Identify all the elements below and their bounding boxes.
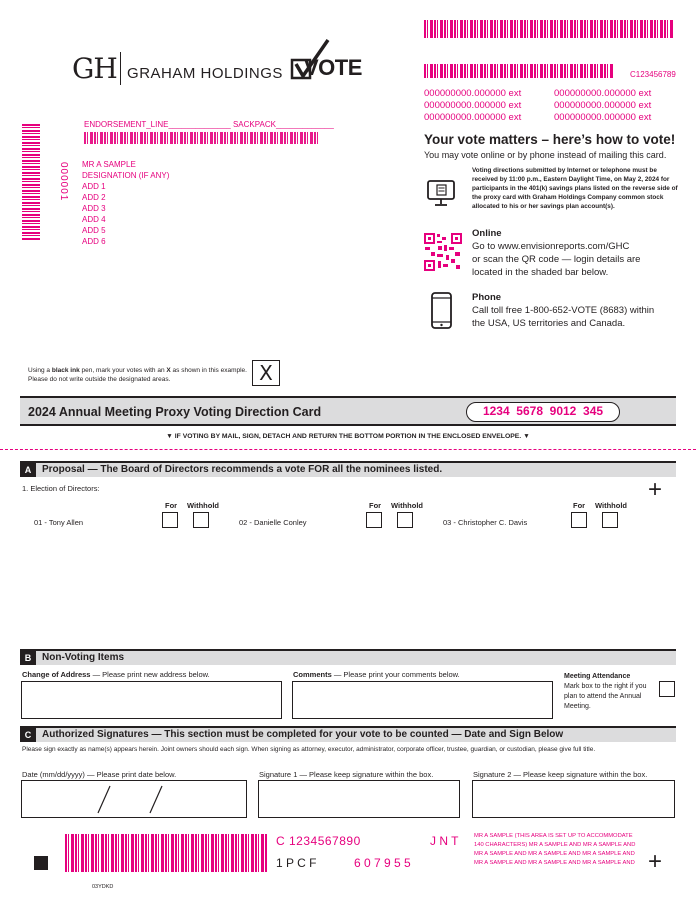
online-url-line[interactable]: Go to www.envisionreports.com/GHC bbox=[472, 241, 630, 252]
vote-headline: Your vote matters – here’s how to vote! bbox=[424, 132, 676, 147]
account-number: 1234 5678 9012 345 bbox=[466, 402, 620, 422]
qr-code bbox=[424, 233, 462, 271]
footer-sample-area: MR A SAMPLE (THIS AREA IS SET UP TO ACCOMMODATE 140 CHARACTERS) MR A SAMPLE AND MR A SAMPLE AND MR A SAMPLE AND MR A SAMPLE AND MR A SAMPLE AND MR A SAMPLE AND MR A SAMPLE AND MR A SAMPLE AND bbox=[474, 833, 636, 866]
signature-1-box[interactable] bbox=[258, 780, 460, 818]
online-line3: located in the shaded bar below. bbox=[472, 267, 609, 278]
registration-square bbox=[34, 856, 48, 870]
detach-instructions: ▼ IF VOTING BY MAIL, SIGN, DETACH AND RETURN THE BOTTOM PORTION IN THE ENCLOSED ENVELOPE. ▼ bbox=[166, 433, 530, 440]
plus-mark-a: + bbox=[648, 476, 663, 503]
address-lines: MR A SAMPLE DESIGNATION (IF ANY) ADD 1 ADD 2 ADD 3 ADD 4 ADD 5 ADD 6 bbox=[82, 160, 170, 246]
top-barcode bbox=[424, 20, 674, 38]
vote-logo bbox=[290, 38, 360, 82]
nominee-1-withhold-checkbox[interactable] bbox=[193, 512, 209, 528]
phone-block bbox=[472, 291, 654, 330]
online-block bbox=[472, 227, 640, 279]
withhold-label: Withhold bbox=[391, 501, 424, 510]
section-c-letter: C bbox=[20, 728, 36, 742]
for-label: For bbox=[369, 501, 382, 510]
footer-number: 6 0 7 9 5 5 bbox=[354, 856, 411, 870]
postal-barcode bbox=[84, 132, 320, 144]
second-barcode bbox=[424, 64, 614, 78]
footer-jnt: J N T bbox=[430, 834, 459, 848]
nominee-3-name: 03 - Christopher C. Davis bbox=[443, 518, 528, 527]
change-of-address-label: Change of Address — Please print new address below. bbox=[22, 670, 210, 679]
date-input-box[interactable] bbox=[21, 780, 247, 818]
footer-control: C 1234567890 bbox=[276, 834, 361, 848]
vote-subhead: You may vote online or by phone instead of mailing this card. bbox=[424, 150, 667, 160]
section-c-header bbox=[20, 726, 676, 742]
comments-box[interactable] bbox=[292, 681, 553, 719]
deadline-text: Voting directions submitted by Internet or telephone must be received by 11:00 p.m., Eastern Daylight Time, on May 2, 2024 for participants in the 401(k) savings plans listed on the reverse side of the proxy card with Graham Holdings Company common stock allocated to his or her savings plan account(s). bbox=[472, 167, 678, 210]
bottom-barcode bbox=[65, 834, 267, 872]
online-title: Online bbox=[472, 228, 502, 239]
election-item: 1. Election of Directors: bbox=[22, 484, 100, 493]
for-label: For bbox=[165, 501, 178, 510]
perforation-line bbox=[0, 449, 696, 450]
section-b-letter: B bbox=[20, 651, 36, 665]
withhold-label: Withhold bbox=[595, 501, 628, 510]
signature-1-label: Signature 1 — Please keep signature within the box. bbox=[259, 770, 434, 779]
logo-text: GRAHAM HOLDINGS bbox=[127, 65, 283, 82]
marking-instructions: Using a black ink pen, mark your votes with an X as shown in this example. Please do not write outside the designated areas. bbox=[28, 367, 247, 383]
control-code: C123456789 bbox=[630, 70, 676, 79]
meeting-attendance bbox=[564, 672, 648, 712]
footer-1pcf: 1 P C F bbox=[276, 856, 317, 870]
for-label: For bbox=[573, 501, 586, 510]
vote-text: VOTE bbox=[304, 55, 362, 80]
nominee-1-for-checkbox[interactable] bbox=[162, 512, 178, 528]
nominee-2-for-checkbox[interactable] bbox=[366, 512, 382, 528]
section-a-header bbox=[20, 461, 676, 477]
form-code: 03YDKD bbox=[92, 884, 114, 890]
ext-lines: 000000000.000000 ext 000000000.000000 ext 000000000.000000 ext 000000000.000000 ext 000000000.000000 ext 000000000.000000 ext bbox=[424, 88, 652, 123]
example-mark-box bbox=[252, 360, 280, 386]
meeting-attendance-checkbox[interactable] bbox=[659, 681, 675, 697]
phone-line1: Call toll free 1-800-652-VOTE (8683) within bbox=[472, 305, 655, 316]
signature-instructions: Please sign exactly as name(s) appears herein. Joint owners should each sign. When signing as attorney, executor, administrator, corporate officer, trustee, guardian, or custodian, please give full title. bbox=[22, 746, 596, 753]
section-b-title: Non-Voting Items bbox=[42, 652, 125, 663]
meeting-attendance-text: Mark box to the right if you plan to attend the Annual Meeting. bbox=[564, 683, 647, 710]
card-title-band bbox=[20, 396, 676, 426]
online-line2: or scan the QR code — login details are bbox=[472, 254, 641, 265]
vertical-code: 000001 bbox=[58, 162, 69, 202]
nominee-2-withhold-checkbox[interactable] bbox=[397, 512, 413, 528]
change-of-address-box[interactable] bbox=[21, 681, 282, 719]
date-label: Date (mm/dd/yyyy) — Please print date below. bbox=[22, 770, 177, 779]
plus-mark-footer: + bbox=[648, 848, 663, 875]
date-separator-slashes bbox=[22, 781, 248, 817]
nominee-3-for-checkbox[interactable] bbox=[571, 512, 587, 528]
phone-title: Phone bbox=[472, 292, 502, 303]
logo-monogram: GH bbox=[72, 52, 121, 85]
vertical-barcode bbox=[22, 124, 40, 240]
withhold-label: Withhold bbox=[187, 501, 220, 510]
signature-2-box[interactable] bbox=[472, 780, 675, 818]
nominee-3-withhold-checkbox[interactable] bbox=[602, 512, 618, 528]
meeting-attendance-title: Meeting Attendance bbox=[564, 673, 631, 680]
signature-2-label: Signature 2 — Please keep signature within the box. bbox=[473, 770, 648, 779]
section-b-header bbox=[20, 649, 676, 665]
section-c-title: Authorized Signatures — This section must be completed for your vote to be counted — Date and Sign Below bbox=[42, 729, 564, 740]
section-a-title: Proposal — The Board of Directors recommends a vote FOR all the nominees listed. bbox=[42, 464, 443, 475]
example-x-mark: X bbox=[259, 361, 273, 385]
comments-label: Comments — Please print your comments below. bbox=[293, 670, 460, 679]
monitor-icon bbox=[426, 178, 456, 210]
phone-line2: the USA, US territories and Canada. bbox=[472, 318, 626, 329]
phone-icon bbox=[430, 292, 454, 332]
card-title: 2024 Annual Meeting Proxy Voting Direction Card bbox=[28, 405, 322, 419]
graham-holdings-logo bbox=[72, 52, 283, 85]
section-a-letter: A bbox=[20, 463, 36, 477]
nominee-2-name: 02 - Danielle Conley bbox=[239, 518, 307, 527]
endorsement-line: ENDORSEMENT_LINE______________ SACKPACK_____________ bbox=[84, 120, 334, 129]
nominee-1-name: 01 - Tony Allen bbox=[34, 518, 84, 527]
